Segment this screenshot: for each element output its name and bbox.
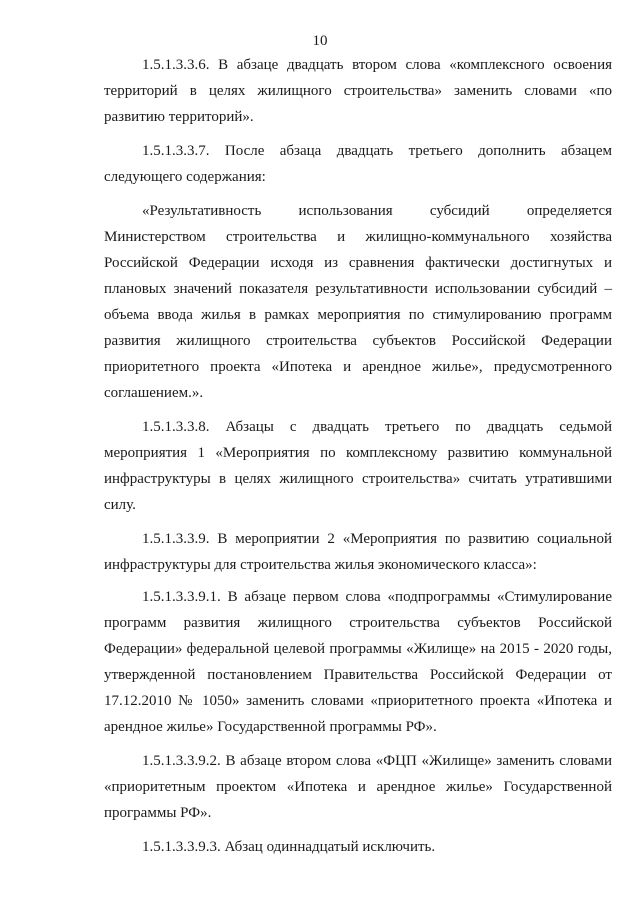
paragraph-1-5-1-3-3-9-3: 1.5.1.3.3.9.3. Абзац одиннадцатый исключить. xyxy=(142,839,436,855)
page-number: 10 xyxy=(312,33,328,49)
paragraph-1-5-1-3-3-9: 1.5.1.3.3.9. В мероприятии 2 «Мероприятия по развитию социальной инфраструктуры для строительства жилья экономического класса»: xyxy=(104,531,612,573)
paragraph-1-5-1-3-3-9-2: 1.5.1.3.3.9.2. В абзаце втором слова «ФЦП «Жилище» заменить словами «приоритетным проектом «Ипотека и арендное жилье» Государственной программы РФ». xyxy=(104,753,612,821)
paragraph-1-5-1-3-3-6: 1.5.1.3.3.6. В абзаце двадцать втором слова «комплексного освоения территорий в целях жилищного строительства» заменить словами «по развитию территорий». xyxy=(104,57,612,125)
paragraph-1-5-1-3-3-8: 1.5.1.3.3.8. Абзацы с двадцать третьего по двадцать седьмой мероприятия 1 «Мероприятия по комплексному развитию коммунальной инфраструктуры в целях жилищного строительства» считать утратившими силу. xyxy=(104,419,612,513)
paragraph-1-5-1-3-3-7: 1.5.1.3.3.7. После абзаца двадцать третьего дополнить абзацем следующего содержания: xyxy=(104,143,612,185)
paragraph-quoted-addition: «Результативность использования субсидий определяется Министерством строительства и жилищно-коммунального хозяйства Российской Федерации исходя из сравнения фактически достигнутых и плановых значений показателя результативности использовании субсидий – объема ввода жилья в рамках мероприятия по стимулированию программ развития жилищного строительства субъектов Российской Федерации приоритетного проекта «Ипотека и арендное жилье», предусмотренного соглашением.». xyxy=(104,203,612,401)
paragraph-1-5-1-3-3-9-1: 1.5.1.3.3.9.1. В абзаце первом слова «подпрограммы «Стимулирование программ развития жилищного строительства субъектов Российской Федерации» федеральной целевой программы «Жилище» на 2015 - 2020 годы, утвержденной постановлением Правительства Российской Федерации от 17.12.2010 № 1050» заменить словами «приоритетного проекта «Ипотека и арендное жилье» Государственной программы РФ». xyxy=(104,589,612,735)
document-body xyxy=(104,52,612,868)
